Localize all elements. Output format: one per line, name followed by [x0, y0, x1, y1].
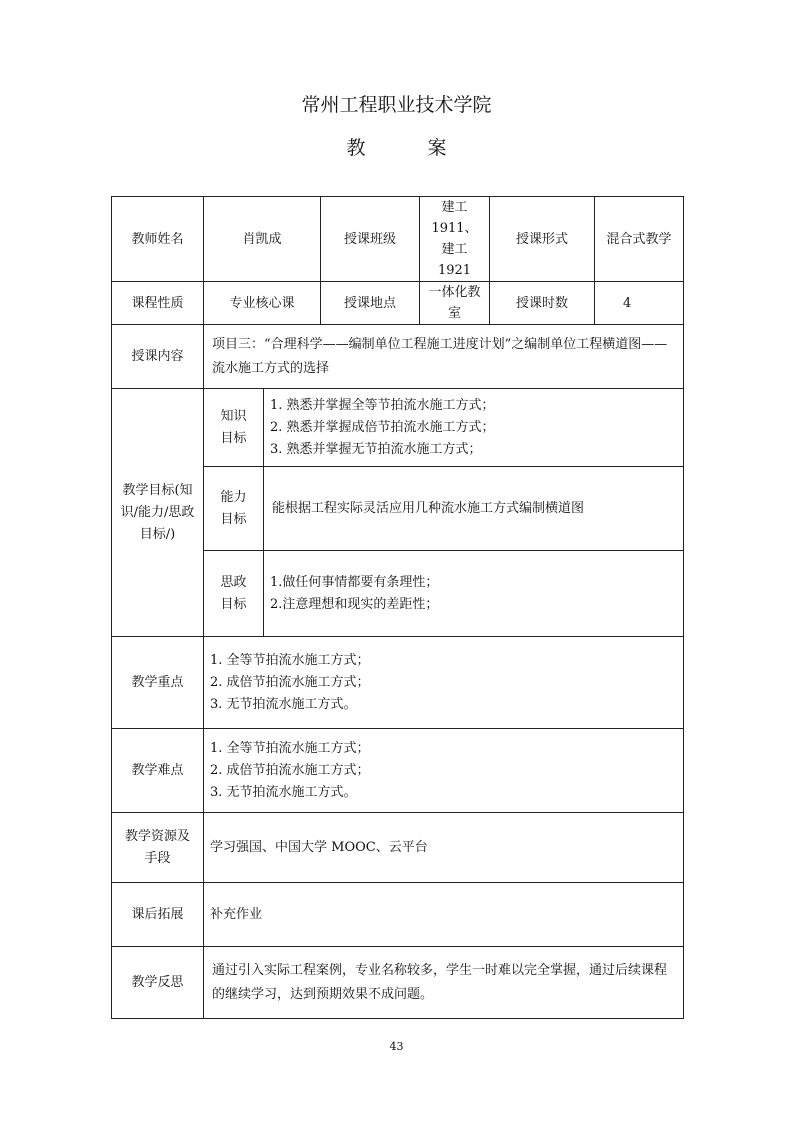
difficulties-row [112, 729, 684, 813]
resources-row [112, 813, 684, 883]
key-points-list [204, 637, 684, 729]
teacher-value: 肖凯成 [204, 197, 321, 282]
resources-value: 学习强国、中国大学 MOOC、云平台 [204, 813, 684, 883]
ideology-label: 思政目标 [204, 551, 264, 637]
extension-value: 补充作业 [204, 883, 684, 947]
hours-value: 4 [595, 282, 684, 325]
knowledge-item: 1. 熟悉并掌握全等节拍流水施工方式； [270, 397, 495, 413]
info-row-2 [112, 282, 684, 325]
content-value: 项目三：“合理科学——编制单位工程施工进度计划”之编制单位工程横道图——流水施工方式的选择 [204, 325, 684, 389]
lesson-plan-table [111, 196, 684, 1019]
difficulty-item: 1. 全等节拍流水施工方式； [210, 740, 370, 756]
difficulty-item: 2. 成倍节拍流水施工方式； [210, 762, 370, 778]
key-point-item: 3. 无节拍流水施工方式。 [210, 696, 357, 712]
objectives-label: 教学目标(知识/能力/思政目标/) [112, 389, 204, 637]
key-points-label: 教学重点 [112, 637, 204, 729]
reflection-row [112, 947, 684, 1019]
key-point-item: 2. 成倍节拍流水施工方式； [210, 674, 370, 690]
resources-label: 教学资源及手段 [112, 813, 204, 883]
key-point-item: 1. 全等节拍流水施工方式； [210, 652, 370, 668]
key-points-row [112, 637, 684, 729]
knowledge-label: 知识目标 [204, 389, 264, 467]
difficulty-item: 3. 无节拍流水施工方式。 [210, 784, 357, 800]
difficulties-label: 教学难点 [112, 729, 204, 813]
difficulties-list [204, 729, 684, 813]
nature-label: 课程性质 [112, 282, 204, 325]
form-label: 授课形式 [490, 197, 595, 282]
place-label: 授课地点 [321, 282, 420, 325]
ability-value: 能根据工程实际灵活应用几种流水施工方式编制横道图 [264, 467, 684, 551]
form-value: 混合式教学 [595, 197, 684, 282]
class-label: 授课班级 [321, 197, 420, 282]
content-label: 授课内容 [112, 325, 204, 389]
nature-value: 专业核心课 [204, 282, 321, 325]
knowledge-item: 2. 熟悉并掌握成倍节拍流水施工方式； [270, 419, 495, 435]
knowledge-list [264, 389, 684, 467]
ideology-list [264, 551, 684, 637]
reflection-value: 通过引入实际工程案例，专业名称较多，学生一时难以完全掌握，通过后续课程的继续学习，达到预期效果不成问题。 [204, 947, 684, 1019]
knowledge-row [112, 389, 684, 467]
school-title: 常州工程职业技术学院 [301, 94, 492, 116]
class-value [420, 197, 490, 282]
ideology-item: 1.做任何事情都要有条理性； [270, 574, 439, 590]
ability-label: 能力目标 [204, 467, 264, 551]
page-number: 43 [389, 1040, 404, 1053]
content-row [112, 325, 684, 389]
teacher-label: 教师姓名 [112, 197, 204, 282]
ideology-item: 2.注意理想和现实的差距性； [270, 596, 439, 612]
info-row-1 [112, 197, 684, 282]
extension-row [112, 883, 684, 947]
knowledge-item: 3. 熟悉并掌握无节拍流水施工方式； [270, 441, 482, 457]
extension-label: 课后拓展 [112, 883, 204, 947]
hours-label: 授课时数 [490, 282, 595, 325]
doc-type-title: 教 案 [346, 137, 475, 159]
class-value-text: 建工 1911、建工 1921 [431, 200, 478, 278]
place-value: 一体化教室 [420, 282, 490, 325]
reflection-label: 教学反思 [112, 947, 204, 1019]
